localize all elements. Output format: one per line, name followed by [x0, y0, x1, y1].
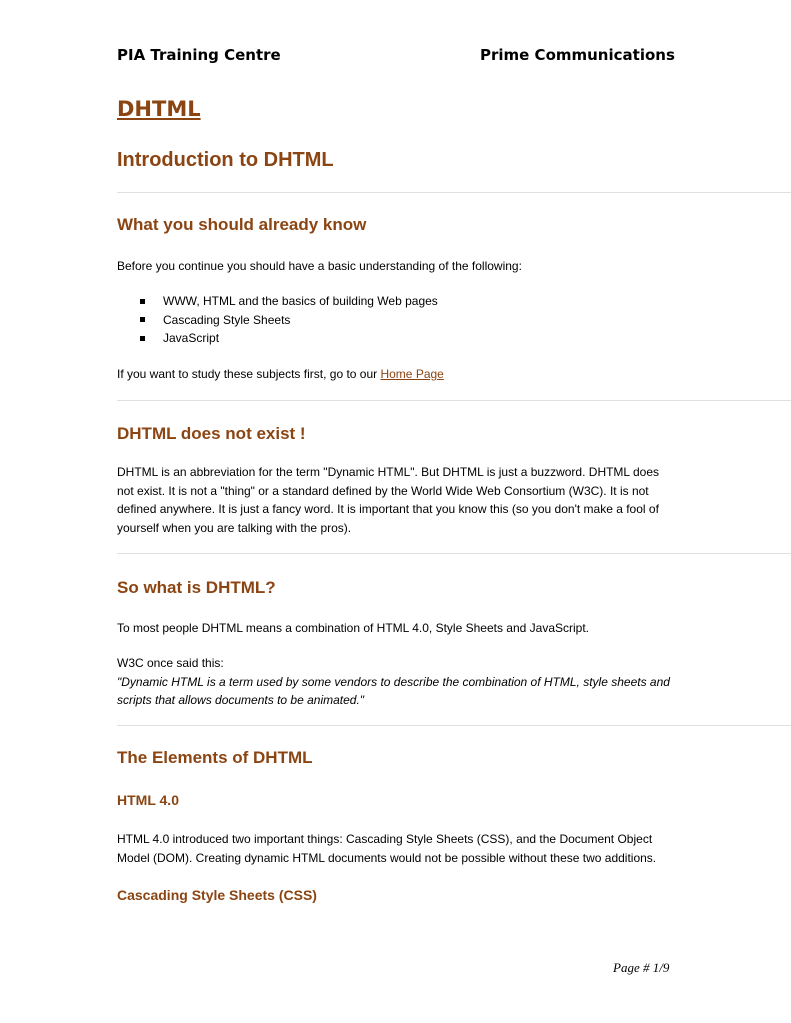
list-item [140, 329, 438, 348]
know-lead: Before you continue you should have a basic understanding of the following: [117, 259, 522, 273]
divider [117, 725, 791, 726]
subheading-html40: HTML 4.0 [117, 792, 179, 808]
list-item [140, 292, 438, 311]
section-heading-know: What you should already know [117, 215, 367, 234]
bullet-square-icon [140, 336, 145, 341]
divider [117, 400, 791, 401]
section-heading-not-exist: DHTML does not exist ! [117, 424, 306, 443]
home-page-link[interactable]: Home Page [380, 367, 444, 381]
what-is-body: To most people DHTML means a combination of HTML 4.0, Style Sheets and JavaScript. [117, 621, 589, 635]
divider [117, 192, 791, 193]
header-right: Prime Communications [480, 46, 675, 64]
not-exist-body: DHTML is an abbreviation for the term "Dynamic HTML". But DHTML is just a buzzword. DHTML does not exist. It is not a "thing" or a standard defined by the World Wide Web Consortium (W3C). It is not defined anywhere. It is just a fancy word. It is important that you know this (so you don't make a fool of yourself when you are talking with the pros). [117, 465, 660, 535]
w3c-label: W3C once said this: [117, 656, 224, 670]
list-item-text: JavaScript [163, 331, 220, 345]
w3c-quote-block [117, 654, 677, 710]
study-paragraph [117, 365, 677, 384]
bullet-square-icon [140, 299, 145, 304]
section-heading-what-is: So what is DHTML? [117, 578, 276, 597]
study-text: If you want to study these subjects first, go to our [117, 367, 381, 381]
section-heading-elements: The Elements of DHTML [117, 748, 313, 767]
list-item-text: Cascading Style Sheets [163, 312, 291, 327]
header-left: PIA Training Centre [117, 46, 281, 64]
bullet-square-icon [140, 317, 145, 322]
prerequisites-list [140, 292, 438, 348]
page-number: Page # 1/9 [613, 960, 670, 975]
list-item [140, 311, 438, 330]
divider [117, 553, 791, 554]
subheading-css: Cascading Style Sheets (CSS) [117, 887, 317, 903]
html40-body: HTML 4.0 introduced two important things: Cascading Style Sheets (CSS), and the Document Object Model (DOM). Creating dynamic HTML documents would not be possible without these two additions. [117, 832, 657, 865]
intro-heading: Introduction to DHTML [117, 149, 334, 171]
w3c-quote: "Dynamic HTML is a term used by some vendors to describe the combination of HTML, style sheets and scripts that allows documents to be animated." [117, 674, 670, 707]
list-item-text: WWW, HTML and the basics of building Web pages [163, 294, 438, 308]
document-title: DHTML [117, 97, 201, 121]
